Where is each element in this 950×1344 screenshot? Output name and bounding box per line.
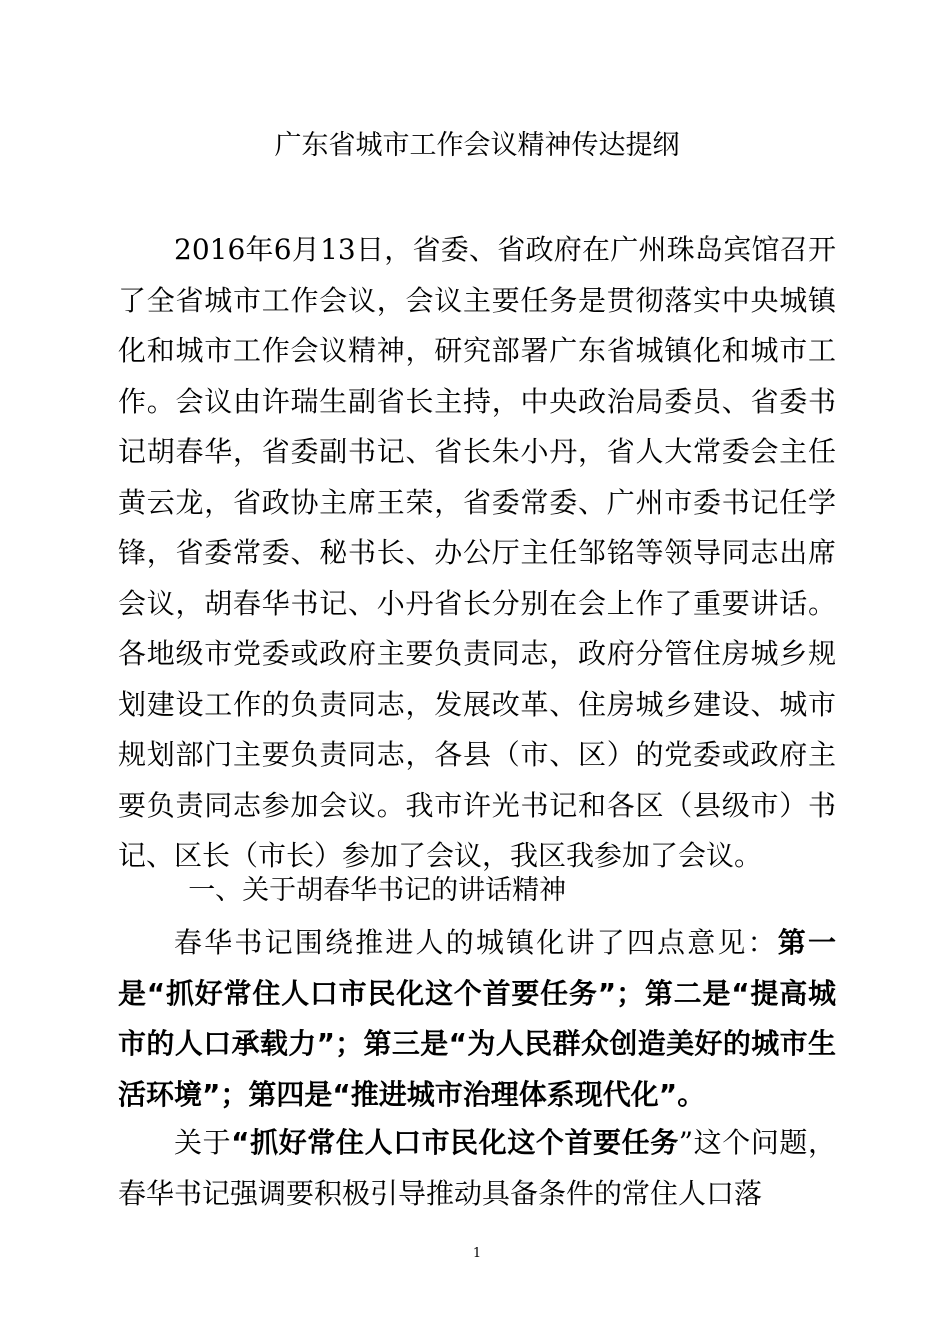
paragraph-first-task — [118, 1118, 836, 1219]
paragraph-four-points — [118, 918, 836, 1120]
paragraph-meeting-overview: 2016年6月13日，省委、省政府在广州珠岛宾馆召开了全省城市工作会议，会议主要任务是贯彻落实中央城镇化和城市工作会议精神，研究部署广东省城镇化和城市工作。会议由许瑞生副省长主持，中央政治局委员、省委书记胡春华，省委副书记、省长朱小丹，省人大常委会主任黄云龙，省政协主席王荣，省委常委、广州市委书记任学锋，省委常委、秘书长、办公厅主任邹铭等领导同志出席会议，胡春华书记、小丹省长分别在会上作了重要讲话。各地级市党委或政府主要负责同志，政府分管住房城乡规划建设工作的负责同志，发展改革、住房城乡建设、城市规划部门主要负责同志，各县（市、区）的党委或政府主要负责同志参加会议。我市许光书记和各区（县级市）书记、区长（市长）参加了会议，我区我参加了会议。 — [118, 233, 836, 872]
paragraph-four-points-list: 第一是“抓好常住人口市民化这个首要任务”；第二是“提高城市的人口承载力”；第三是“为人民群众创造美好的城市生活环境”；第四是“推进城市治理体系现代化”。 — [118, 926, 836, 1111]
paragraph-first-task-before: 关于 — [174, 1126, 232, 1159]
paragraph-first-task-emphasis: “抓好常住人口市民化这个首要任务 — [231, 1126, 679, 1159]
page-number: 1 — [472, 1246, 482, 1261]
paragraph-first-task-after: ”这个问题，春华书记强调要积极引导推动具备条件的常住人口落 — [118, 1126, 836, 1210]
section-heading-1: 一、关于胡春华书记的讲话精神 — [188, 875, 567, 906]
document-title: 广东省城市工作会议精神传达提纲 — [274, 130, 680, 161]
document-page — [118, 0, 836, 1344]
paragraph-four-points-intro: 春华书记围绕推进人的城镇化讲了四点意见： — [174, 926, 778, 959]
